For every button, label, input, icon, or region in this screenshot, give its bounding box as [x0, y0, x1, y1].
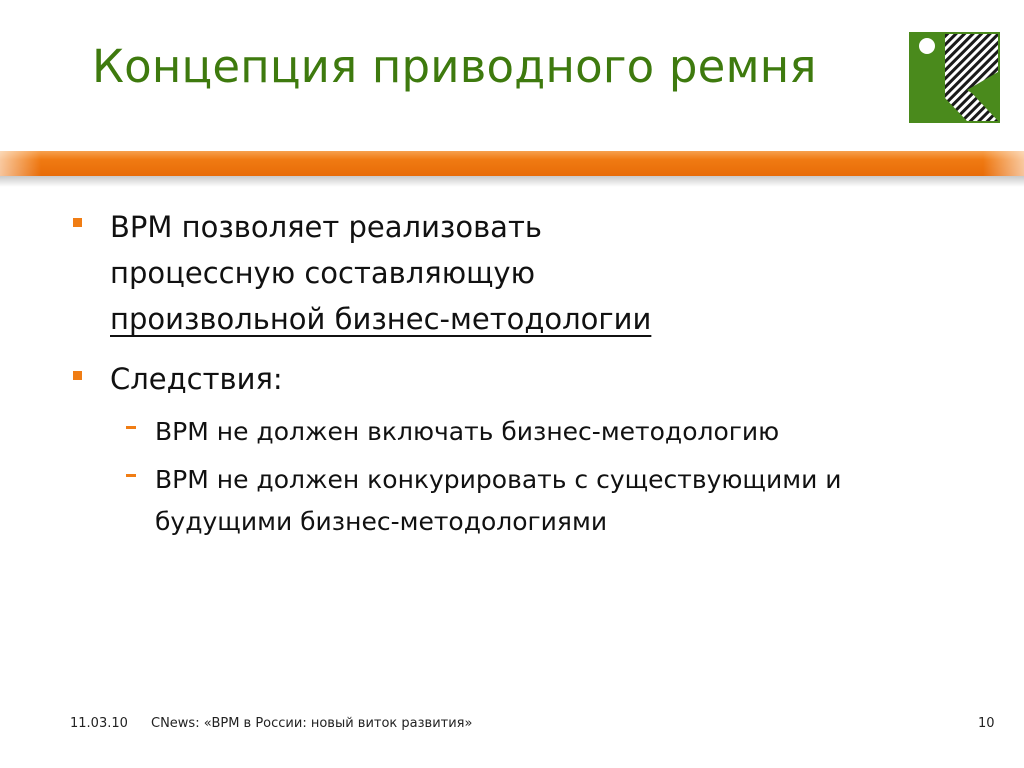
bullet-1-line-3: произвольной бизнес-методологии — [110, 302, 652, 336]
bullet-1-line-1: BPM позволяет реализовать — [110, 210, 542, 244]
sub-bullet-dash — [126, 426, 136, 429]
sub-bullet-2-line-2: будущими бизнес-методологиями — [155, 507, 608, 536]
orange-divider-bar — [0, 151, 1024, 187]
footer-page-number: 10 — [978, 716, 995, 731]
footer-source: CNews: «BPM в России: новый виток развития» — [151, 716, 473, 731]
bullet-marker — [73, 218, 82, 227]
sub-bullet-1-line-1: BPM не должен включать бизнес-методологию — [155, 417, 780, 446]
bullet-1-line-2: процессную составляющую — [110, 256, 536, 290]
company-logo — [909, 32, 1000, 123]
footer-date: 11.03.10 — [70, 716, 128, 731]
bullet-marker — [73, 371, 82, 380]
sub-bullet-2-line-1: BPM не должен конкурировать с существующими и — [155, 465, 842, 494]
sub-bullet-dash — [126, 474, 136, 477]
slide-title: Концепция приводного ремня — [92, 40, 817, 93]
bullet-2-line-1: Следствия: — [110, 362, 283, 396]
